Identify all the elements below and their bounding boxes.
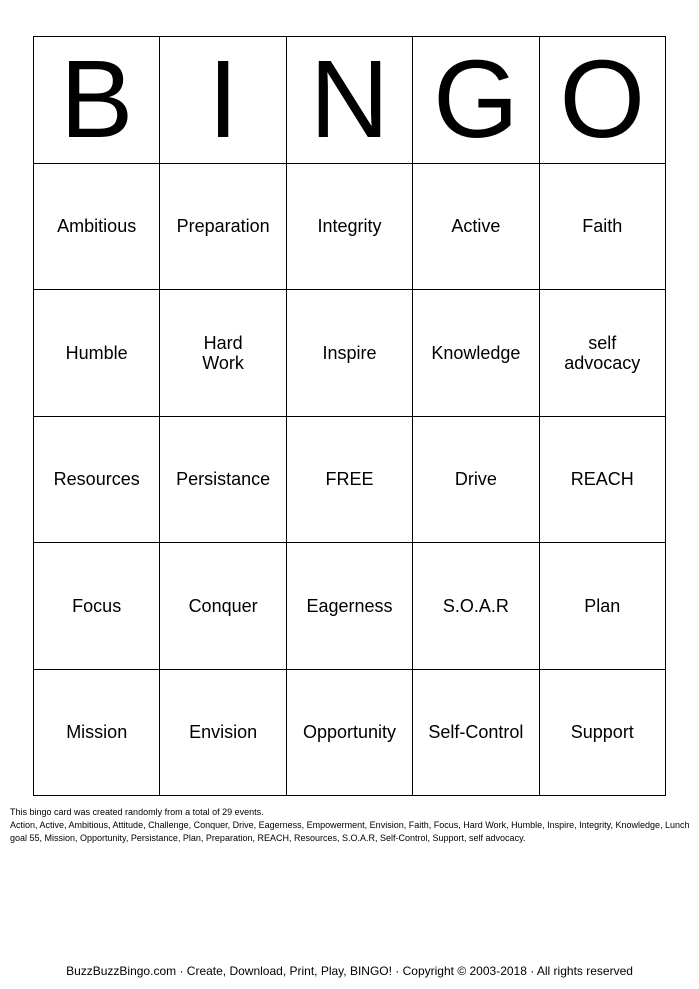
bingo-cell: Mission [34, 670, 160, 797]
bingo-cell: Knowledge [413, 290, 539, 417]
free-space-cell: FREE [287, 417, 413, 544]
header-letter-o: O [540, 37, 666, 164]
bingo-cell: REACH [540, 417, 666, 544]
footnote-intro: This bingo card was created randomly from a total of 29 events. [10, 807, 264, 817]
bingo-cell: Humble [34, 290, 160, 417]
bingo-cell: Active [413, 164, 539, 291]
bingo-cell: Eagerness [287, 543, 413, 670]
bingo-cell: Plan [540, 543, 666, 670]
bingo-cell: Self-Control [413, 670, 539, 797]
bingo-cell: Inspire [287, 290, 413, 417]
bingo-card [33, 36, 666, 796]
page-footer: BuzzBuzzBingo.com · Create, Download, Print, Play, BINGO! · Copyright © 2003-2018 · All rights reserved [66, 964, 633, 978]
header-letter-b: B [34, 37, 160, 164]
header-letter-g: G [413, 37, 539, 164]
header-letter-i: I [160, 37, 286, 164]
bingo-cell: Opportunity [287, 670, 413, 797]
bingo-cell: self advocacy [540, 290, 666, 417]
bingo-cell: Ambitious [34, 164, 160, 291]
header-letter-n: N [287, 37, 413, 164]
bingo-cell: Persistance [160, 417, 286, 544]
bingo-cell: Conquer [160, 543, 286, 670]
bingo-cell: Faith [540, 164, 666, 291]
bingo-cell: Hard Work [160, 290, 286, 417]
bingo-cell: Support [540, 670, 666, 797]
bingo-cell: S.O.A.R [413, 543, 539, 670]
card-footnote [10, 806, 690, 845]
bingo-cell: Preparation [160, 164, 286, 291]
bingo-cell: Envision [160, 670, 286, 797]
bingo-cell: Drive [413, 417, 539, 544]
bingo-cell: Integrity [287, 164, 413, 291]
footnote-event-list: Action, Active, Ambitious, Attitude, Challenge, Conquer, Drive, Eagerness, Empowerment, Envision, Faith, Focus, Hard Work, Humble, Inspire, Integrity, Knowledge, Lunch goal 55, Mission, Opportunity, Persistance, Plan, Preparation, REACH, Resources, S.O.A.R, Self-Control, Support, self advocacy. [10, 820, 690, 843]
bingo-cell: Resources [34, 417, 160, 544]
bingo-cell: Focus [34, 543, 160, 670]
